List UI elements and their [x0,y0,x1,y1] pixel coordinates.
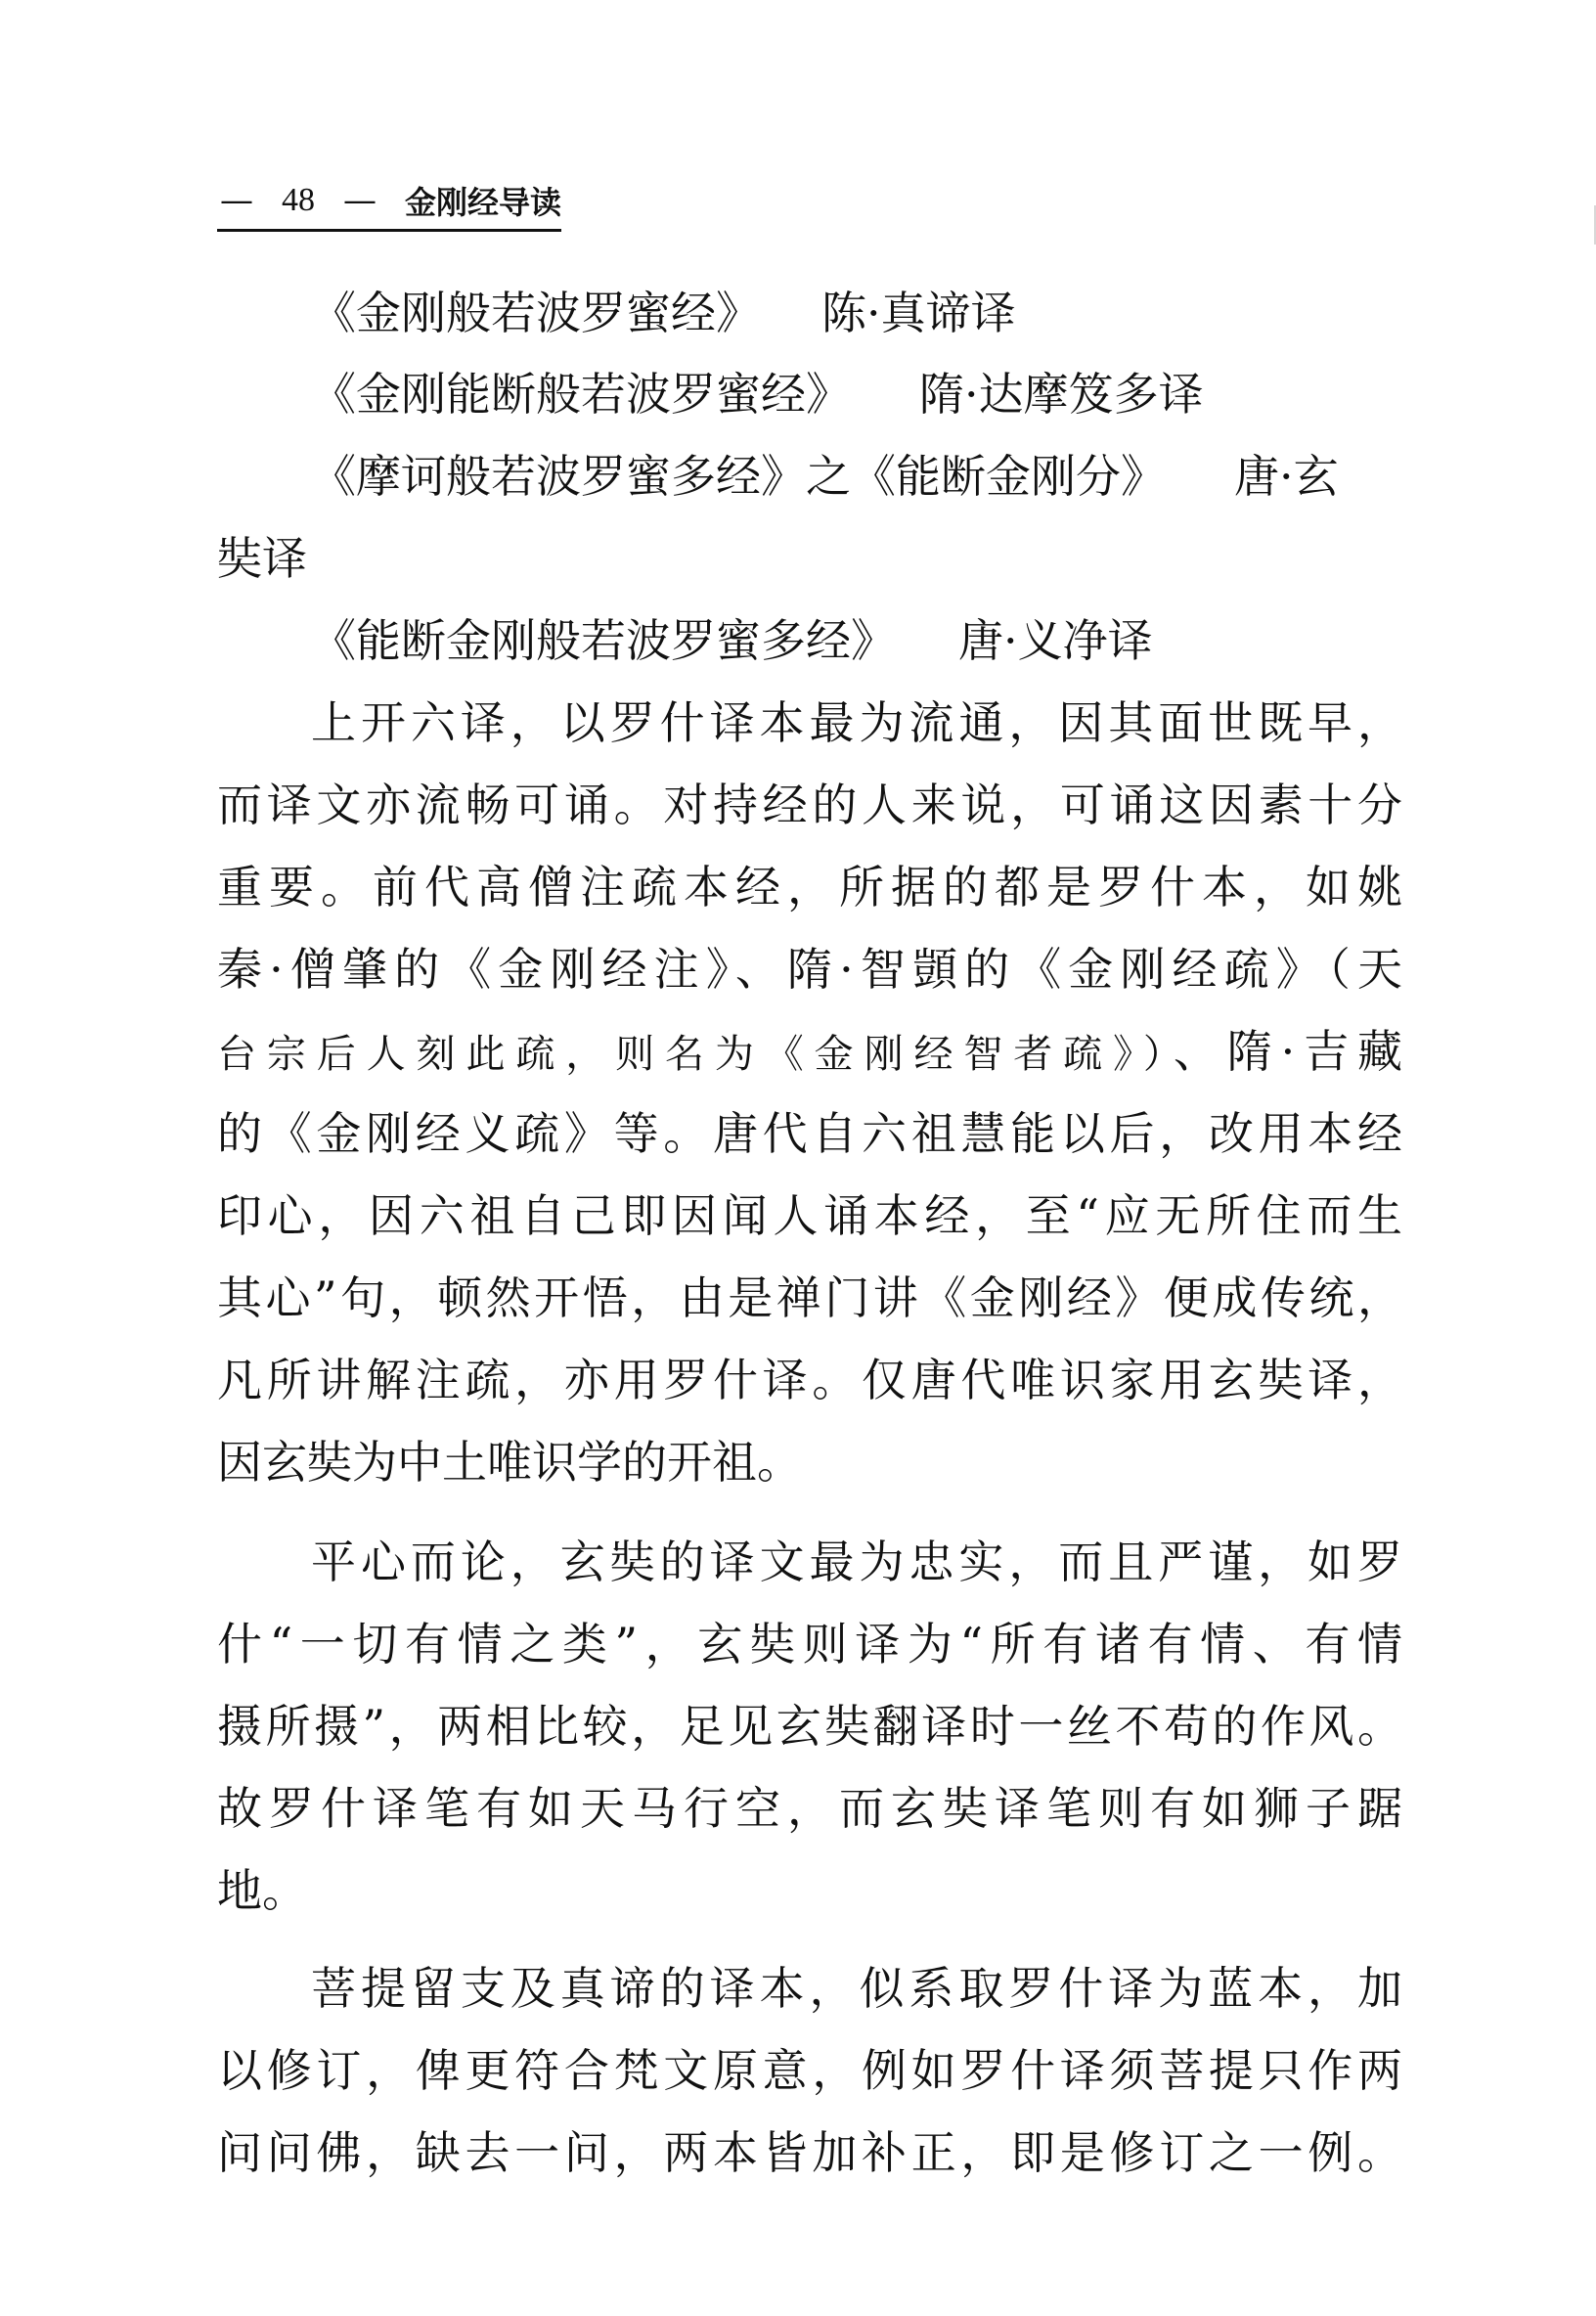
paragraph-line: 因玄奘为中土唯识学的开祖。 [217,1436,802,1489]
paragraph-line: 以修订，俾更符合梵文原意，例如罗什译须菩提只作两 [217,2044,1402,2097]
paragraph-line: 故罗什译笔有如天马行空，而玄奘译笔则有如狮子踞 [217,1782,1402,1835]
paragraph-line: 摄所摄”，两相比较，足见玄奘翻译时一丝不苟的作风。 [217,1700,1402,1753]
paragraph-line: 问问佛，缺去一问，两本皆加补正，即是修订之一例。 [217,2126,1402,2179]
inline-note: 台宗后人刻此疏，则名为《金刚经智者疏》） [217,1032,1174,1077]
book-title: 金刚经导读 [405,184,562,221]
paragraph-line: 什“一切有情之类”，玄奘则译为“所有诸有情、有情 [217,1618,1402,1670]
header-dash-right: — [343,181,377,220]
sutra-title: 《能断金刚般若波罗蜜多经》 [311,614,896,667]
paragraph-line: 重要。前代高僧注疏本经，所据的都是罗什本，如姚 [217,861,1402,913]
paragraph-line: 平心而论，玄奘的译文最为忠实，而且严谨，如罗 [311,1536,1402,1588]
paragraph-line-tail: 、隋·吉藏 [1173,1025,1402,1078]
paragraph-line: 地。 [217,1864,307,1917]
page-number: 48 [282,182,315,218]
paragraph-line: 秦·僧肇的《金刚经注》、隋·智顗的《金刚经疏》（天 [217,943,1402,996]
paragraph-line: 菩提留支及真谛的译本，似系取罗什译为蓝本，加 [311,1962,1402,2015]
paragraph-line: 凡所讲解注疏，亦用罗什译。仅唐代唯识家用玄奘译， [217,1354,1402,1406]
translator: 隋·达摩笈多译 [919,368,1204,421]
translation-continuation: 奘译 [217,532,307,585]
paragraph-line: 其心”句，顿然开悟，由是禅门讲《金刚经》便成传统， [217,1271,1402,1324]
translation-entry [311,606,1153,675]
sutra-title: 《摩诃般若波罗蜜多经》之《能断金刚分》 [311,450,1166,503]
translation-entry [311,442,1339,511]
translator: 唐·义净译 [958,614,1153,667]
paragraph-line: 的《金刚经义疏》等。唐代自六祖慧能以后，改用本经 [217,1107,1402,1160]
translator: 唐·玄 [1234,450,1339,503]
paragraph-line [217,1017,1402,1086]
translator: 陈·真谛译 [821,287,1016,339]
paragraph-line: 印心，因六祖自己即因闻人诵本经，至“应无所住而生 [217,1189,1402,1242]
header-dash-left: — [220,181,253,220]
paragraph-line: 而译文亦流畅可诵。对持经的人来说，可诵这因素十分 [217,779,1402,831]
sutra-title: 《金刚能断般若波罗蜜经》 [311,368,851,421]
paragraph-line: 上开六译，以罗什译本最为流通，因其面世既早， [311,696,1402,749]
sutra-title: 《金刚般若波罗蜜经》 [311,287,761,339]
page-header [217,176,561,232]
translation-entry [311,360,1204,428]
translation-entry [311,279,1016,347]
